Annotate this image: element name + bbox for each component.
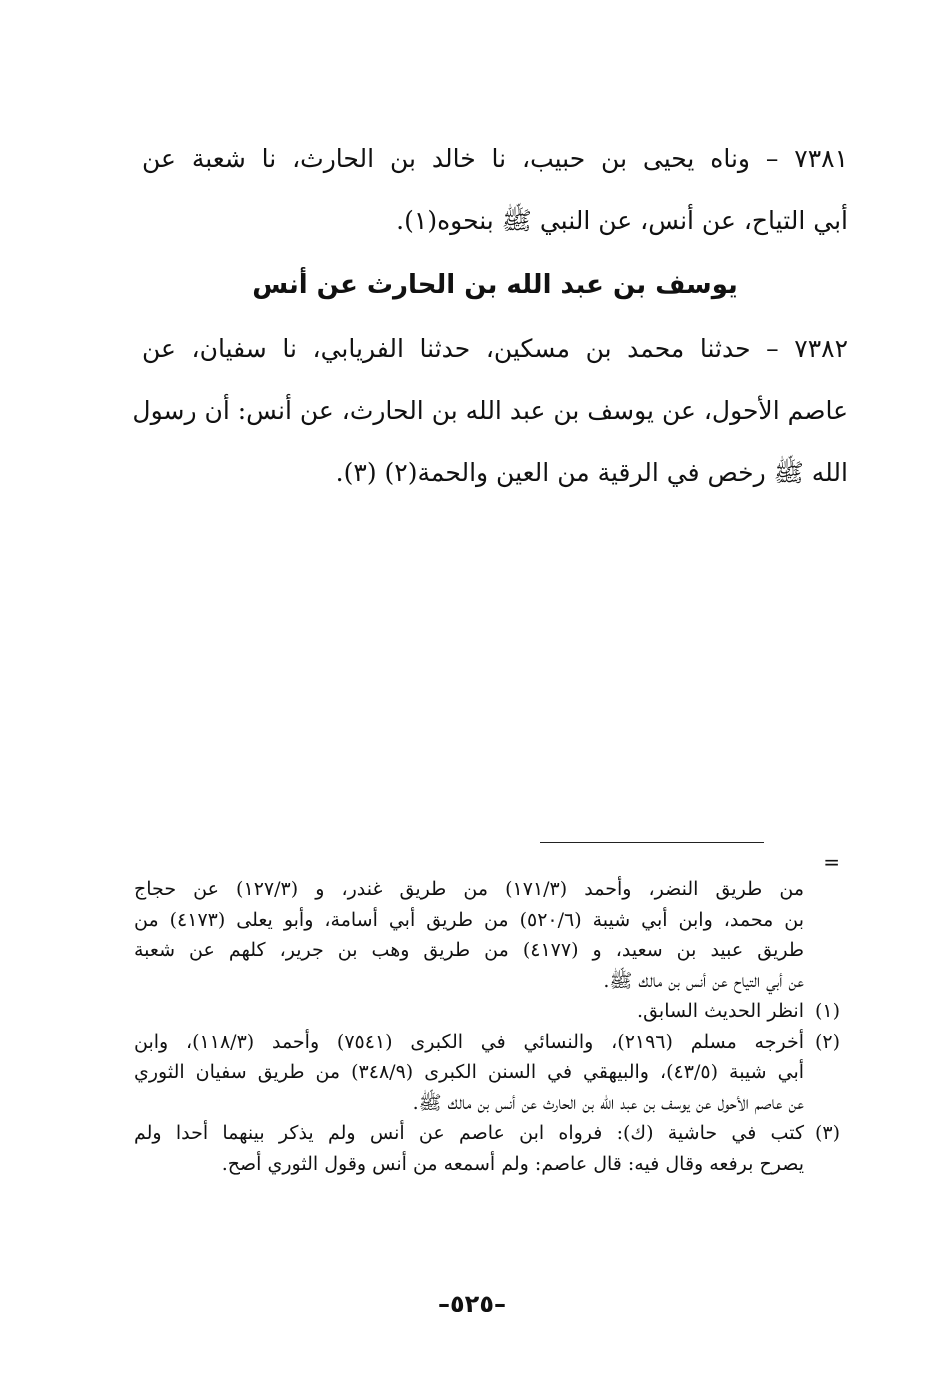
footnote-separator (540, 842, 764, 843)
hadith-7382-line-2: عاصم الأحول، عن يوسف بن عبد الله بن الحارث، عن أنس: أن رسول (132, 396, 848, 425)
footnote-3-line-2: يصرح برفعه وقال فيه: قال عاصم: ولم أسمعه من أنس وقول الثوري أصح. (221, 1152, 804, 1175)
footnote-1-text: انظر الحديث السابق. (637, 1000, 804, 1022)
chapter-heading: يوسف بن عبد الله بن الحارث عن أنس (252, 270, 738, 300)
page-number: –٥٢٥– (438, 1290, 506, 1318)
footnote-2-text-1: أخرجه مسلم (٢١٩٦)، والنسائي في الكبرى (٧٥٤١) وأحمد (١١٨/٣)، وابن (134, 1030, 805, 1053)
footnote-continuation-marker: = (823, 850, 840, 874)
hadith-7382-line-3: الله ﷺ رخص في الرقية من العين والحمة(٢) (٣). (335, 458, 848, 487)
footnote-1 (134, 996, 840, 1027)
footnote-2-line-2: أبي شيبة (٤٣/٥)، والبيهقي في السنن الكبرى (٣٤٨/٩) من طريق سفيان الثوري (134, 1061, 805, 1083)
footnote-number: (١) (814, 1000, 840, 1022)
footnote-continuation-line-4: عن أبي التياح عن أنس بن مالك ﷺ. (603, 969, 804, 992)
hadith-7382-line-1: ٧٣٨٢ – حدثنا محمد بن مسكين، حدثنا الفريابي، نا سفيان، عن (142, 334, 848, 363)
main-text (132, 128, 848, 504)
footnote-continuation-line-1: من طريق النضر، وأحمد (١٧١/٣) من طريق غندر، و (١٢٧/٣) عن حجاج (134, 878, 804, 900)
footnote-3-text-1: كتب في حاشية (ك): فرواه ابن عاصم عن أنس ولم يذكر بينهما أحدا ولم (134, 1122, 804, 1144)
footnote-2-line-3: عن عاصم الأحول عن يوسف بن عبد الله بن الحارث عن أنس بن مالك ﷺ. (412, 1091, 804, 1114)
footnotes (134, 874, 840, 1179)
hadith-7381-line-1: ٧٣٨١ – وناه يحيى بن حبيب، نا خالد بن الحارث، نا شعبة عن (142, 144, 848, 173)
footnote-number: (٣) (814, 1122, 840, 1144)
footnote-continuation-line-3: طريق عبيد بن سعيد، و (٤١٧٧) من طريق وهب بن جرير، كلهم عن شعبة (134, 939, 804, 961)
footnote-number: (٢) (814, 1030, 841, 1053)
footnote-continuation-line-2: بن محمد، وابن أبي شيبة (٥٢٠/٦) من طريق أبي أسامة، وأبو يعلى (٤١٧٣) من (134, 908, 805, 931)
footnote-3-line-1 (134, 1118, 840, 1149)
footnote-2-line-1 (134, 1027, 840, 1058)
hadith-7381-line-2: أبي التياح، عن أنس، عن النبي ﷺ بنحوه(١). (396, 206, 848, 235)
